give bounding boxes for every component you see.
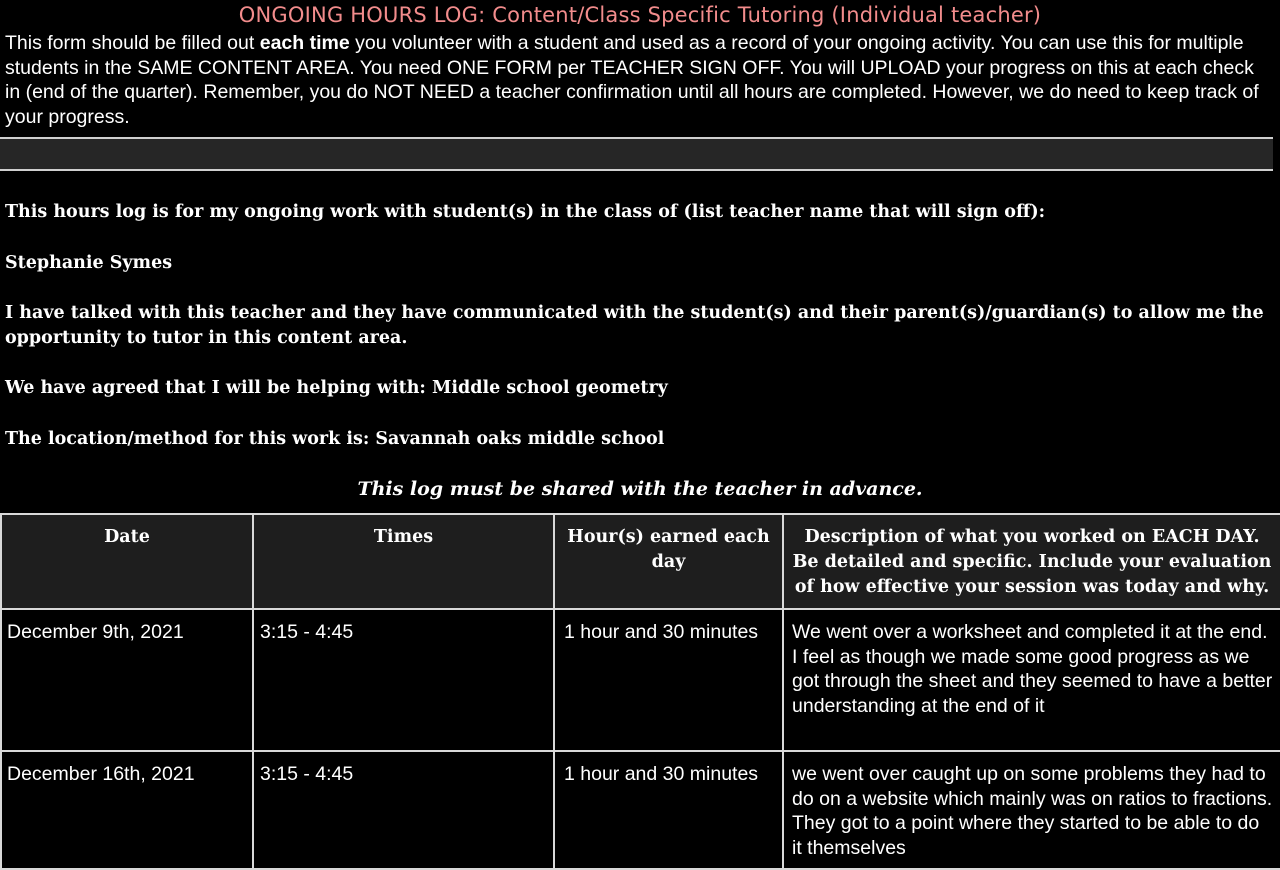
shared-notice: This log must be shared with the teacher in advance. [357, 478, 923, 500]
cell-times: 3:15 - 4:45 [253, 751, 554, 869]
table-row [1, 751, 1280, 869]
cell-hours: 1 hour and 30 minutes [554, 751, 783, 869]
cell-times: 3:15 - 4:45 [253, 609, 554, 751]
helping-with: We have agreed that I will be helping with: Middle school geometry [5, 378, 668, 398]
hours-log-table [0, 513, 1280, 870]
cell-description: we went over caught up on some problems they had to do on a website which mainly was on ratios to fractions. They got to a point where they started to be able to do it themselves [783, 751, 1280, 869]
cell-description: We went over a worksheet and completed it at the end. I feel as though we made some good progress as we got through the sheet and they seemed to have a better understanding at the end of it [783, 609, 1280, 751]
header-times: Times [253, 514, 554, 609]
teacher-prompt: This hours log is for my ongoing work with student(s) in the class of (list teacher name that will sign off): [5, 202, 1046, 222]
intro-text-1: This form should be filled out [5, 32, 260, 54]
cell-date: December 16th, 2021 [1, 751, 253, 869]
table-row [1, 609, 1280, 751]
header-hours: Hour(s) earned each day [554, 514, 783, 609]
header-date: Date [1, 514, 253, 609]
location-method: The location/method for this work is: Savannah oaks middle school [5, 429, 665, 449]
cell-hours: 1 hour and 30 minutes [554, 609, 783, 751]
table-header-row [1, 514, 1280, 609]
intro-bold-text: each time [259, 32, 350, 54]
cell-date: December 9th, 2021 [1, 609, 253, 751]
intro-text-2: you volunteer with a student and used as a record of your ongoing activity. You can use this for multiple students in the SAME CONTENT AREA. You need ONE FORM per TEACHER SIGN OFF. You will UPLOAD your progress on this at each check in (end of the quarter). Remember, you do NOT NEED a teacher confirmation until all hours are completed. However, we do need to keep track of your progress. [5, 32, 1259, 128]
teacher-name: Stephanie Symes [5, 253, 173, 273]
section-divider-band [0, 137, 1273, 171]
page-title: ONGOING HOURS LOG: Content/Class Specific Tutoring (Individual teacher) [238, 3, 1042, 27]
header-description: Description of what you worked on EACH DAY. Be detailed and specific. Include your evaluation of how effective your session was today and why. [783, 514, 1280, 609]
intro-paragraph [5, 31, 1270, 129]
agreement-text: I have talked with this teacher and they have communicated with the student(s) and their parent(s)/guardian(s) to allow me the opportunity to tutor in this content area. [5, 303, 1264, 348]
